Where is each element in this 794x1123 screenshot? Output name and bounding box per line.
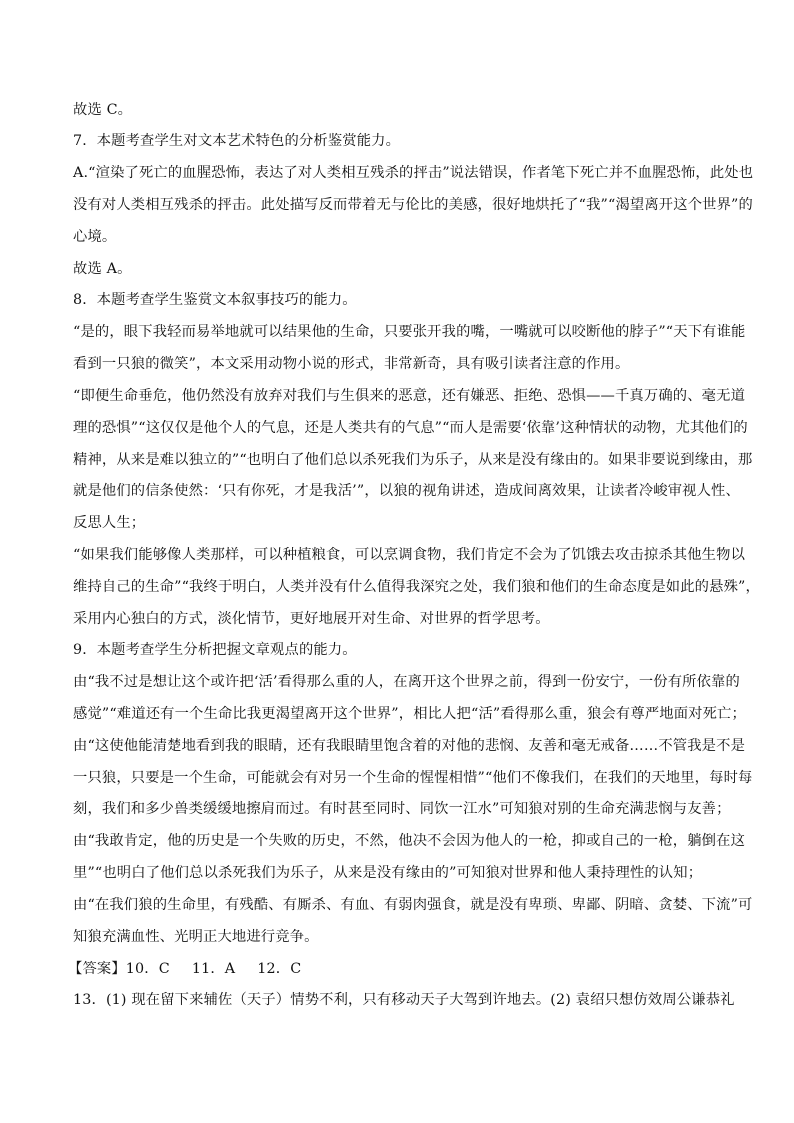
answer-item: 10．C — [125, 961, 170, 977]
text-line: 精神，从来是难以独立的”“也明白了他们总以杀死我们为乐子，从来是没有缘由的。如果非要说到缘由，那 — [73, 452, 753, 468]
text-line: 没有对人类相互残杀的抨击。此处描写反而带着无与伦比的美感，很好地烘托了“我”“渴望离开这个世界”的 — [73, 197, 753, 213]
question-7-heading: 7．本题考查学生对文本艺术特色的分析鉴赏能力。 — [73, 133, 401, 149]
question-8-heading: 8．本题考查学生鉴赏文本叙事技巧的能力。 — [73, 292, 357, 308]
text-line: “是的，眼下我轻而易举地就可以结果他的生命，只要张开我的嘴，一嘴就可以咬断他的脖子”“天下有谁能 — [73, 324, 746, 340]
text-line: 就是他们的信条使然：‘只有你死，才是我活’”，以狼的视角讲述，造成间离效果，让读者冷峻审视人性、 — [73, 483, 740, 499]
text-line: 由“这使他能清楚地看到我的眼睛，还有我眼睛里饱含着的对他的悲悯、友善和毫无戒备……不管我是不是 — [73, 738, 746, 754]
answer-label: 【答案】 — [68, 961, 126, 977]
answer-item: 12．C — [257, 961, 302, 977]
text-line: 心境。 — [73, 229, 117, 245]
answer-item: 11．A — [191, 961, 236, 977]
text-line: 由“我敢肯定，他的历史是一个失败的历史，不然，他决不会因为他人的一枪，抑或自己的一枪，躺倒在这 — [73, 833, 746, 849]
text-line: “如果我们能够像人类那样，可以种植粮食，可以烹调食物，我们肯定不会为了饥饿去攻击掠杀其他生物以 — [73, 547, 746, 563]
text-line: 刻，我们和多少兽类缓缓地擦肩而过。有时甚至同时、同饮一江水”可知狼对别的生命充满悲悯与友善； — [73, 801, 731, 817]
text-line: 理的恐惧”“这仅仅是他个人的气息，还是人类共有的气息”“而人是需要‘依靠’这种情状的动物，尤其他们的 — [73, 420, 748, 436]
text-line: A.“渲染了死亡的血腥恐怖，表达了对人类相互残杀的抨击”说法错误，作者笔下死亡并不血腥恐怖，此处也 — [73, 165, 754, 181]
question-9-heading: 9．本题考查学生分析把握文章观点的能力。 — [73, 642, 357, 658]
text-line: 维持自己的生命”“我终于明白，人类并没有什么值得我深究之处，我们狼和他们的生命态度是如此的悬殊”， — [73, 579, 760, 595]
text-line: 知狼充满血性、光明正大地进行竞争。 — [73, 929, 319, 945]
text-line: 一只狼，只要是一个生命，可能就会有对另一个生命的惺惺相惜”“他们不像我们，在我们的天地里，每时每 — [73, 770, 753, 786]
text-line: “即便生命垂危，他仍然没有放弃对我们与生俱来的恶意，还有嫌恶、拒绝、恐惧——千真万确的、毫无道 — [73, 388, 746, 404]
text-line: 里”“也明白了他们总以杀死我们为乐子，从来是没有缘由的”可知狼对世界和他人秉持理性的认知； — [73, 865, 703, 881]
text-line: 反思人生； — [73, 515, 146, 531]
text-line: 看到一只狼的微笑”，本文采用动物小说的形式，非常新奇，具有吸引读者注意的作用。 — [73, 356, 630, 372]
text-line: 感觉”“难道还有一个生命比我更渴望离开这个世界”，相比人把“活”看得那么重，狼会有尊严地面对死亡； — [73, 706, 746, 722]
text-line: 由“在我们狼的生命里，有残酷、有厮杀、有血、有弱肉强食，就是没有卑琐、卑鄙、阴暗、贪婪、下流”可 — [73, 897, 753, 913]
text-line: 采用内心独白的方式，淡化情节，更好地展开对生命、对世界的哲学思考。 — [73, 611, 550, 627]
text-line: 由“我不过是想让这个或许把‘活’看得那么重的人，在离开这个世界之前，得到一份安宁，一份有所依靠的 — [73, 674, 740, 690]
text-line: 故选 C。 — [73, 102, 133, 118]
text-line: 故选 A。 — [73, 261, 132, 277]
answer-line — [68, 959, 728, 979]
question-13-line: 13．(1) 现在留下来辅佐（天子）情势不利，只有移动天子大驾到许地去。(2) 袁绍只想仿效周公谦恭礼 — [73, 992, 735, 1008]
